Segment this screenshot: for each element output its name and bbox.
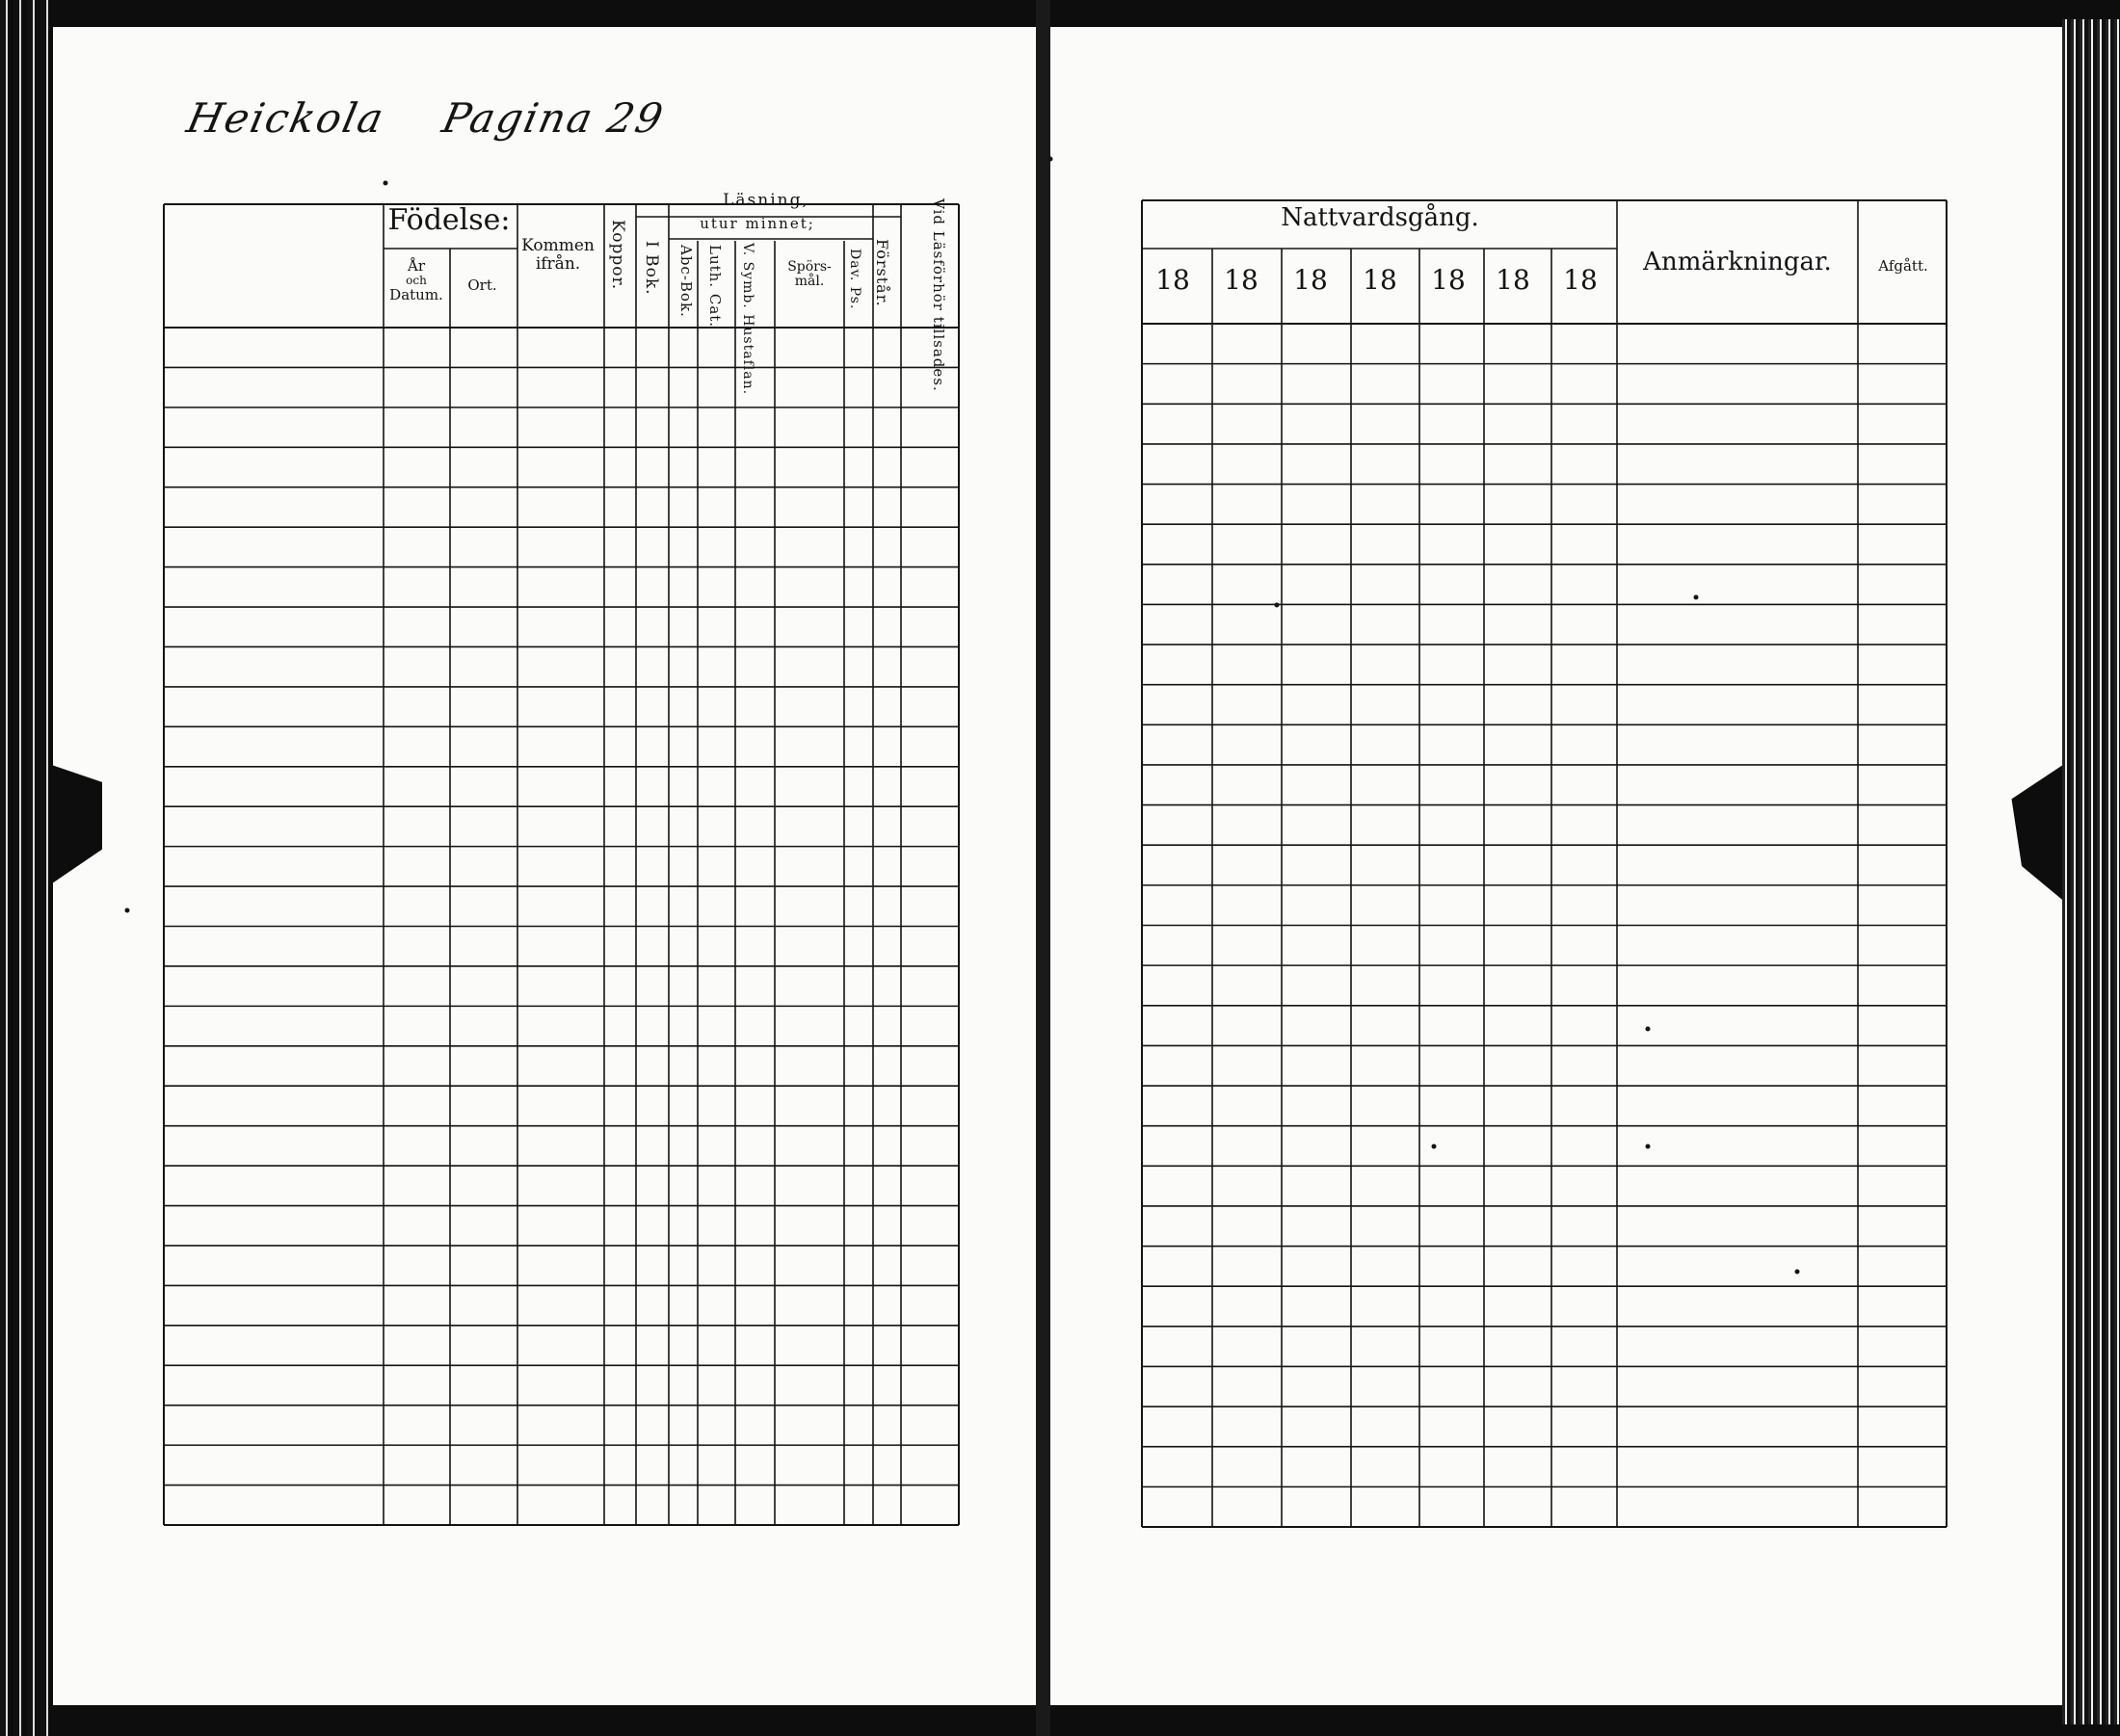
ink-speck [1275, 603, 1280, 608]
nattvard-year-2: 18 [1224, 264, 1259, 296]
ink-speck [1646, 1027, 1651, 1032]
header-forstar: Förstår. [873, 239, 891, 307]
handwritten-page-number: Pagina 29 [437, 94, 669, 142]
header-anmarkningar: Anmärkningar. [1643, 248, 1832, 276]
nattvard-year-3: 18 [1293, 264, 1328, 296]
ink-speck [1694, 595, 1699, 600]
nattvard-year-4: 18 [1363, 264, 1397, 296]
header-lasning: Läsning, [723, 191, 809, 210]
header-v-symb-hustaflan: V. Symb. Hustaflan. [740, 243, 755, 396]
ink-speck [384, 181, 388, 186]
nattvard-year-5: 18 [1431, 264, 1466, 296]
header-ort: Ort. [467, 276, 497, 294]
nattvard-year-7: 18 [1563, 264, 1598, 296]
ink-speck [1048, 157, 1053, 162]
header-abc-bok: Abc-Bok. [677, 245, 695, 318]
header-nattvardsgang: Nattvardsgång. [1281, 203, 1479, 232]
nattvard-year-6: 18 [1496, 264, 1530, 296]
ink-speck [125, 908, 130, 913]
nattvard-year-1: 18 [1155, 264, 1190, 296]
ink-speck [1432, 1144, 1437, 1149]
header-fodelse: Födelse: [387, 203, 511, 237]
ink-speck [1795, 1270, 1800, 1275]
header-utur-minnet: utur minnet; [700, 215, 815, 232]
header-kommen-ifran: Kommen ifrån. [521, 236, 595, 274]
header-dav-ps: Dav. Ps. [847, 249, 862, 310]
header-vid-lasforhor: Vid Läsförhör tillsades. [930, 198, 947, 392]
header-sporsmal: Spörs- mål. [787, 259, 832, 290]
header-afgatt: Afgått. [1878, 257, 1928, 275]
header-luth-cat: Luth. Cat. [706, 245, 724, 329]
header-koppor: Koppor. [608, 220, 627, 291]
header-ar-och-datum: År och Datum. [389, 257, 443, 303]
handwritten-village: Heickola [182, 94, 389, 142]
ink-speck [1646, 1144, 1651, 1149]
header-i-bok: I Bok. [642, 241, 661, 296]
